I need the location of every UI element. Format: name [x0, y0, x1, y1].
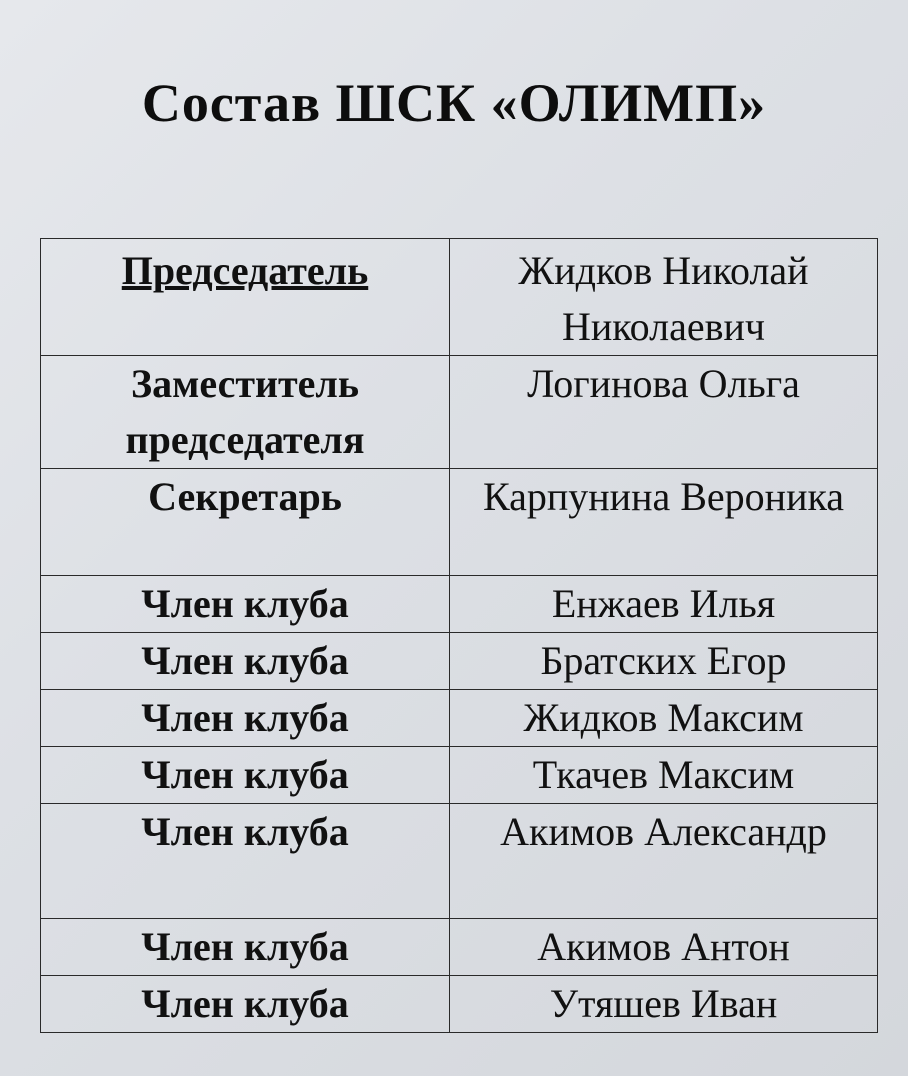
name-cell: Жидков Максим: [450, 690, 878, 747]
table-row: [41, 576, 878, 633]
role-cell: Член клуба: [41, 576, 450, 633]
document-title: Состав ШСК «ОЛИМП»: [141, 73, 767, 133]
name-cell: Братских Егор: [450, 633, 878, 690]
role-cell: Член клуба: [41, 804, 450, 919]
name-cell: Акимов Александр: [450, 804, 878, 919]
role-cell: Член клуба: [41, 633, 450, 690]
table-row: [41, 747, 878, 804]
role-cell: Член клуба: [41, 747, 450, 804]
name-cell: Утяшев Иван: [450, 976, 878, 1033]
role-cell: Член клуба: [41, 976, 450, 1033]
name-cell: Логинова Ольга: [450, 356, 878, 469]
table-row: [41, 804, 878, 919]
roster-table: [40, 238, 878, 1033]
table-row: [41, 633, 878, 690]
table-row: [41, 976, 878, 1033]
role-cell: [41, 239, 450, 356]
table-row: [41, 356, 878, 469]
role-cell: Член клуба: [41, 690, 450, 747]
name-cell: Жидков Николай Николаевич: [450, 239, 878, 356]
name-cell: Енжаев Илья: [450, 576, 878, 633]
role-cell: Член клуба: [41, 919, 450, 976]
table-row: [41, 690, 878, 747]
name-cell: Акимов Антон: [450, 919, 878, 976]
role-cell: Секретарь: [41, 469, 450, 576]
table-row: [41, 469, 878, 576]
role-cell: Заместитель председателя: [41, 356, 450, 469]
table-row: [41, 919, 878, 976]
table-row: [41, 239, 878, 356]
role-label: Председатель: [121, 248, 369, 293]
name-cell: Карпунина Вероника: [450, 469, 878, 576]
name-cell: Ткачев Максим: [450, 747, 878, 804]
